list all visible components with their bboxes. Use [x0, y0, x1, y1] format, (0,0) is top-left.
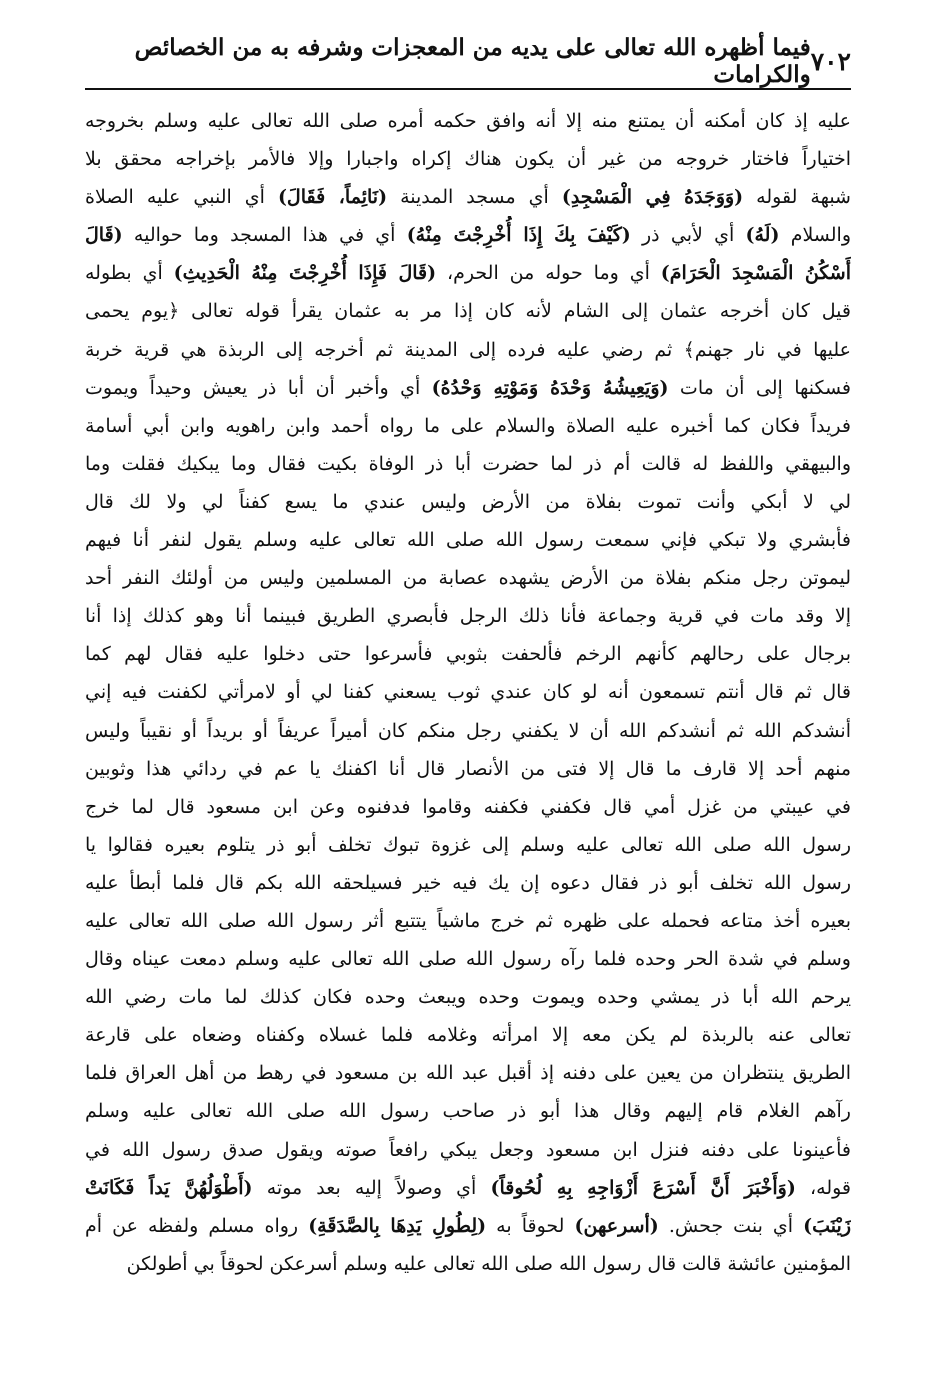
commentary-text: في عيبتي من غزل أمي قال فكفني فكفنه وقاموا فدفنوه وعن ابن مسعود قال لما خرج — [85, 795, 851, 818]
text-line — [85, 331, 851, 369]
commentary-text: الطريق ينتظران من يعين على دفنه إذ أقبل عبد الله بن مسعود في رهط من أهل العراق فلما — [85, 1062, 851, 1085]
running-title: فيما أظهره الله تعالى على يديه من المعجزات وشرفه به من الخصائص والكرامات — [134, 34, 811, 88]
text-line — [85, 902, 851, 940]
quoted-text: (لِطُولِ يَدِهَا بِالصَّدَقَةِ) — [308, 1214, 487, 1237]
commentary-text: أي وما حوله من الحرم، — [436, 262, 661, 285]
commentary-text: قوله، — [795, 1176, 851, 1199]
commentary-text: والسلام — [779, 224, 851, 247]
commentary-text: منهم أحد إلا قارف ما قال إلا فتى من الأنصار قال أنا اكفنك يا عم في ردائي هذا وثوبين — [85, 757, 851, 780]
quoted-text: (قَالَ — [85, 224, 123, 247]
commentary-text: إلا وقد مات في قرية وجماعة فأنا ذلك الرجل فأبصري الطريق فبينما أنا وهو كذلك إذا أنا — [85, 605, 851, 628]
text-line — [85, 1092, 851, 1130]
page-header — [85, 36, 851, 86]
commentary-text: قيل كان أخرجه عثمان إلى الشام لأنه كان إذا مر به عثمان يقرأ قوله تعالى ﴿يوم يحمى — [85, 300, 851, 323]
commentary-text: أي وصولاً إليه بعد موته — [252, 1176, 491, 1199]
commentary-text: فأبشري ولا تبكي فإني سمعت رسول الله صلى الله تعالى عليه وسلم يقول لنفر أنا فيهم — [85, 529, 851, 552]
header-rule — [85, 88, 851, 90]
commentary-text: رسول الله صلى الله تعالى عليه وسلم إلى غزوة تبوك تخلف أبو ذر يتلوم بعيره فقالوا يا — [85, 833, 851, 856]
text-line — [85, 864, 851, 902]
page-number: ٧٠٢ — [810, 46, 851, 76]
commentary-text: وسلم في شدة الحر وحده فلما رآه رسول الله صلى الله تعالى عليه وسلم دمعت عيناه وقال — [85, 948, 851, 971]
text-line — [85, 750, 851, 788]
text-line — [85, 178, 851, 216]
text-line — [85, 445, 851, 483]
text-line — [85, 597, 851, 635]
text-line — [85, 407, 851, 445]
commentary-text: والبيهقي واللفظ له قالت أم ذر لما حضرت أبا ذر الوفاة بكيت فقال وما يبكيك فقلت وما — [85, 452, 851, 475]
commentary-text: المؤمنين عائشة قالت قال رسول الله صلى الله تعالى عليه وسلم أسرعكن لحوقاً بي أطولكن — [126, 1252, 851, 1275]
quoted-text: (لَهُ) — [745, 224, 780, 247]
text-line — [85, 788, 851, 826]
text-line — [85, 102, 851, 140]
quoted-text: أَسْكُنُ الْمَسْجِدَ الْحَرَامَ) — [660, 262, 851, 285]
text-line — [85, 1245, 851, 1283]
commentary-text: لحوقاً به — [486, 1214, 575, 1237]
text-line — [85, 1207, 851, 1245]
text-line — [85, 826, 851, 864]
commentary-text: فأعينونا على دفنه فنزل ابن مسعود وجعل يبكي رافعاً صوته ويقول صدق رسول الله في — [85, 1138, 851, 1161]
text-line — [85, 635, 851, 673]
commentary-text: فسكنها إلى أن مات — [668, 376, 851, 399]
quoted-text: (أسرعهن) — [574, 1214, 659, 1237]
text-line — [85, 292, 851, 330]
text-line — [85, 1054, 851, 1092]
text-line — [85, 712, 851, 750]
text-line — [85, 559, 851, 597]
body-text — [85, 102, 851, 1283]
quoted-text: (قَالَ فَإِذَا أُخْرِجْتَ مِنْهُ الْحَدِيثِ) — [173, 262, 437, 285]
text-line — [85, 1169, 851, 1207]
commentary-text: عليه إذ كان أمكنه أن يمتنع منه إلا أنه وافق حكمه أمره صلى الله تعالى عليه وسلم بخروجه — [85, 110, 851, 132]
text-line — [85, 978, 851, 1016]
text-line — [85, 673, 851, 711]
quoted-text: (وَوَجَدَهُ فِي الْمَسْجِدِ) — [561, 186, 744, 209]
commentary-text: رسول الله تخلف أبو ذر فقال دعوه إن يك فيه خير فسيلحقه الله بكم قال فلما أبطأ عليه — [85, 871, 851, 894]
quoted-text: (وَيَعِيشُهُ وَحْدَهُ وَمَوْتِهِ وَحْدُهُ) — [431, 376, 669, 399]
commentary-text: يرحم الله أبا ذر يمشي وحده ويموت وحده ويبعث وحده فكان كذلك لما مات رضي الله — [85, 986, 851, 1009]
commentary-text: رواه مسلم ولفظه عن أم — [85, 1214, 309, 1237]
quoted-text: (نَائِماً، فَقَالَ) — [277, 186, 388, 209]
text-line — [85, 521, 851, 559]
commentary-text: أي النبي عليه الصلاة — [85, 186, 278, 209]
quoted-text: (كَيْفَ بِكَ إِذَا أُخْرِجْتَ مِنْهُ) — [406, 224, 631, 247]
text-line — [85, 216, 851, 254]
commentary-text: تعالى عنه بالربذة لم يكن معه إلا امرأته وغلامه فلما غسلاه وكفناه وضعاه على قارعة — [85, 1024, 851, 1047]
commentary-text: اختياراً فاختار خروجه من غير أن يكون هناك إكراه واجبارا وإلا فالأمر بإخراجه محقق بلا — [85, 148, 851, 171]
commentary-text: ليموتن رجل منكم بفلاة من الأرض يشهده عصابة من المسلمين وليس من أولئك النفر أحد — [85, 567, 851, 590]
commentary-text: فريداً فكان كما أخبره عليه الصلاة والسلام على ما رواه أحمد وابن راهويه وابن أبي أسامة — [85, 414, 851, 437]
commentary-text: عليها في نار جهنم﴾ ثم رضي عليه فرده إلى المدينة ثم أخرجه إلى الربذة هي قرية خربة — [85, 338, 851, 361]
commentary-text: رآهم الغلام قام إليهم وقال هذا أبو ذر صاحب رسول الله صلى الله تعالى عليه وسلم — [85, 1100, 851, 1123]
text-line — [85, 369, 851, 407]
quoted-text: زَيْنَبَ) — [803, 1214, 851, 1237]
text-line — [85, 940, 851, 978]
text-line — [85, 1131, 851, 1169]
commentary-text: أي وأخبر أن أبا ذر يعيش وحيداً ويموت — [85, 376, 432, 399]
commentary-text: أي لأبي ذر — [630, 224, 746, 247]
commentary-text: بعيره أخذ متاعه فحمله على ظهره ثم خرج ماشياً يتتبع أثر رسول الله صلى الله تعالى عليه — [85, 909, 851, 932]
text-line — [85, 140, 851, 178]
text-line — [85, 483, 851, 521]
commentary-text: أي بنت جحش. — [658, 1214, 804, 1237]
text-line — [85, 1016, 851, 1054]
commentary-text: أي مسجد المدينة — [387, 186, 562, 209]
commentary-text: شبهة لقوله — [743, 186, 851, 209]
commentary-text: لي لا أبكي وأنت تموت بفلاة من الأرض وليس عندي ما يسع كفناً لي ولا لك قال — [85, 490, 851, 513]
commentary-text: أنشدكم الله ثم أنشدكم الله أن لا يكفني رجل منكم كان أميراً عريفاً أو بريداً أو نقيباً وليس — [85, 719, 851, 742]
commentary-text: أي في هذا المسجد وما حواليه — [122, 224, 407, 247]
text-line — [85, 254, 851, 292]
commentary-text: أي بطوله — [85, 262, 174, 285]
quoted-text: (أَطْوَلُهُنَّ يَداً فَكَانَتْ — [85, 1176, 253, 1199]
commentary-text: قال ثم قال أنتم تسمعون أنه لو كان عندي ثوب يسعني كفنا لي أو لامرأتي لكفنت فيه إني — [85, 681, 851, 704]
quoted-text: (وَأَخْبَرَ أَنَّ أَسْرَعَ أَزْوَاجِهِ بِهِ لُحُوقاً) — [490, 1176, 796, 1199]
commentary-text: برجال على رحالهم كأنهم الرخم فألحفت بثوبي فأسرعوا حتى دخلوا عليه فقال لهم كما — [85, 643, 851, 666]
